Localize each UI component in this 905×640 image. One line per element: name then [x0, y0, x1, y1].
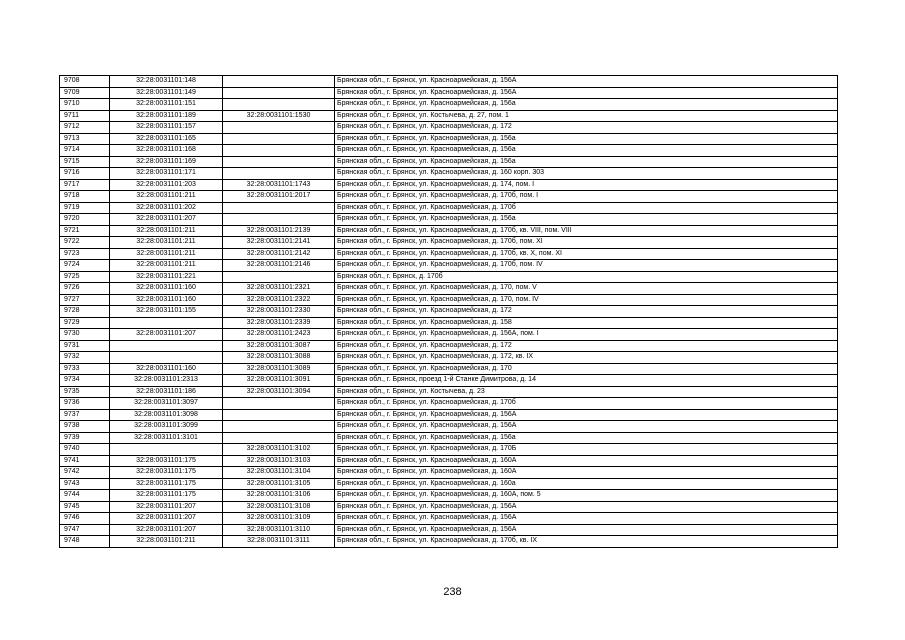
table-row — [60, 317, 838, 329]
object-cadastral-number-cell — [223, 122, 335, 134]
land-cadastral-number-cell: 32:28:0031101:207 — [110, 214, 223, 226]
address-cell: Брянская обл., г. Брянск, ул. Красноармейская, д. 170б — [335, 202, 838, 214]
address-cell: Брянская обл., г. Брянск, ул. Красноармейская, д. 158 — [335, 317, 838, 329]
object-cadastral-number-cell — [223, 168, 335, 180]
row-number-cell: 9716 — [60, 168, 110, 180]
row-number-cell: 9721 — [60, 225, 110, 237]
address-cell: Брянская обл., г. Брянск, ул. Красноармейская, д. 170 — [335, 363, 838, 375]
table-row — [60, 225, 838, 237]
land-cadastral-number-cell: 32:28:0031101:211 — [110, 536, 223, 548]
cadastral-table — [59, 75, 838, 548]
table-row — [60, 214, 838, 226]
row-number-cell: 9730 — [60, 329, 110, 341]
row-number-cell: 9710 — [60, 99, 110, 111]
land-cadastral-number-cell: 32:28:0031101:168 — [110, 145, 223, 157]
land-cadastral-number-cell: 32:28:0031101:3099 — [110, 421, 223, 433]
table-row — [60, 455, 838, 467]
address-cell: Брянская обл., г. Брянск, ул. Красноармейская, д. 156А, пом. I — [335, 329, 838, 341]
address-cell: Брянская обл., г. Брянск, ул. Красноармейская, д. 170б — [335, 398, 838, 410]
row-number-cell: 9720 — [60, 214, 110, 226]
address-cell: Брянская обл., г. Брянск, ул. Красноармейская, д. 172 — [335, 306, 838, 318]
object-cadastral-number-cell: 32:28:0031101:3087 — [223, 340, 335, 352]
object-cadastral-number-cell — [223, 398, 335, 410]
object-cadastral-number-cell: 32:28:0031101:3088 — [223, 352, 335, 364]
object-cadastral-number-cell: 32:28:0031101:1743 — [223, 179, 335, 191]
land-cadastral-number-cell: 32:28:0031101:160 — [110, 294, 223, 306]
address-cell: Брянская обл., г. Брянск, ул. Красноармейская, д. 172 — [335, 122, 838, 134]
land-cadastral-number-cell: 32:28:0031101:221 — [110, 271, 223, 283]
row-number-cell: 9735 — [60, 386, 110, 398]
address-cell: Брянская обл., г. Брянск, ул. Красноармейская, д. 160 корп. 303 — [335, 168, 838, 180]
address-cell: Брянская обл., г. Брянск, ул. Красноармейская, д. 156А — [335, 513, 838, 525]
row-number-cell: 9744 — [60, 490, 110, 502]
table-row — [60, 409, 838, 421]
address-cell: Брянская обл., г. Брянск, ул. Костычева, д. 23 — [335, 386, 838, 398]
row-number-cell: 9742 — [60, 467, 110, 479]
table-row — [60, 248, 838, 260]
address-cell: Брянская обл., г. Брянск, ул. Красноармейская, д. 170Б — [335, 444, 838, 456]
land-cadastral-number-cell — [110, 317, 223, 329]
address-cell: Брянская обл., г. Брянск, д. 170б — [335, 271, 838, 283]
table-row — [60, 122, 838, 134]
object-cadastral-number-cell: 32:28:0031101:2322 — [223, 294, 335, 306]
table-row — [60, 432, 838, 444]
address-cell: Брянская обл., г. Брянск, ул. Красноармейская, д. 170, пом. V — [335, 283, 838, 295]
object-cadastral-number-cell: 32:28:0031101:2017 — [223, 191, 335, 203]
table-row — [60, 375, 838, 387]
address-cell: Брянская обл., г. Брянск, ул. Красноармейская, д. 156А — [335, 409, 838, 421]
table-row — [60, 536, 838, 548]
row-number-cell: 9709 — [60, 87, 110, 99]
address-cell: Брянская обл., г. Брянск, ул. Красноармейская, д. 156А — [335, 501, 838, 513]
table-row — [60, 145, 838, 157]
row-number-cell: 9747 — [60, 524, 110, 536]
land-cadastral-number-cell: 32:28:0031101:207 — [110, 501, 223, 513]
object-cadastral-number-cell — [223, 156, 335, 168]
row-number-cell: 9722 — [60, 237, 110, 249]
row-number-cell: 9713 — [60, 133, 110, 145]
table-row — [60, 283, 838, 295]
object-cadastral-number-cell: 32:28:0031101:3108 — [223, 501, 335, 513]
land-cadastral-number-cell: 32:28:0031101:149 — [110, 87, 223, 99]
address-cell: Брянская обл., г. Брянск, ул. Красноармейская, д. 156А — [335, 87, 838, 99]
object-cadastral-number-cell — [223, 76, 335, 88]
row-number-cell: 9712 — [60, 122, 110, 134]
table-row — [60, 352, 838, 364]
land-cadastral-number-cell: 32:28:0031101:189 — [110, 110, 223, 122]
table-row — [60, 444, 838, 456]
object-cadastral-number-cell: 32:28:0031101:3105 — [223, 478, 335, 490]
address-cell: Брянская обл., г. Брянск, проезд 1-й Станке Димитрова, д. 14 — [335, 375, 838, 387]
object-cadastral-number-cell — [223, 133, 335, 145]
object-cadastral-number-cell — [223, 432, 335, 444]
table-row — [60, 260, 838, 272]
object-cadastral-number-cell: 32:28:0031101:2141 — [223, 237, 335, 249]
address-cell: Брянская обл., г. Брянск, ул. Красноармейская, д. 156а — [335, 99, 838, 111]
object-cadastral-number-cell: 32:28:0031101:3111 — [223, 536, 335, 548]
address-cell: Брянская обл., г. Брянск, ул. Красноармейская, д. 156а — [335, 145, 838, 157]
table-row — [60, 202, 838, 214]
row-number-cell: 9729 — [60, 317, 110, 329]
row-number-cell: 9719 — [60, 202, 110, 214]
row-number-cell: 9739 — [60, 432, 110, 444]
land-cadastral-number-cell: 32:28:0031101:3101 — [110, 432, 223, 444]
address-cell: Брянская обл., г. Брянск, ул. Красноармейская, д. 170б, пом. IV — [335, 260, 838, 272]
object-cadastral-number-cell: 32:28:0031101:3104 — [223, 467, 335, 479]
land-cadastral-number-cell: 32:28:0031101:175 — [110, 467, 223, 479]
table-row — [60, 421, 838, 433]
land-cadastral-number-cell — [110, 444, 223, 456]
object-cadastral-number-cell: 32:28:0031101:3102 — [223, 444, 335, 456]
object-cadastral-number-cell — [223, 409, 335, 421]
land-cadastral-number-cell: 32:28:0031101:203 — [110, 179, 223, 191]
land-cadastral-number-cell: 32:28:0031101:160 — [110, 363, 223, 375]
land-cadastral-number-cell: 32:28:0031101:155 — [110, 306, 223, 318]
table-row — [60, 363, 838, 375]
table-row — [60, 386, 838, 398]
land-cadastral-number-cell: 32:28:0031101:169 — [110, 156, 223, 168]
object-cadastral-number-cell: 32:28:0031101:2142 — [223, 248, 335, 260]
address-cell: Брянская обл., г. Брянск, ул. Красноармейская, д. 172 — [335, 340, 838, 352]
land-cadastral-number-cell — [110, 352, 223, 364]
land-cadastral-number-cell: 32:28:0031101:151 — [110, 99, 223, 111]
row-number-cell: 9725 — [60, 271, 110, 283]
object-cadastral-number-cell: 32:28:0031101:3094 — [223, 386, 335, 398]
land-cadastral-number-cell: 32:28:0031101:175 — [110, 455, 223, 467]
address-cell: Брянская обл., г. Брянск, ул. Красноармейская, д. 170б, кв. VIII, пом. VIII — [335, 225, 838, 237]
table-row — [60, 87, 838, 99]
land-cadastral-number-cell: 32:28:0031101:202 — [110, 202, 223, 214]
table-row — [60, 329, 838, 341]
object-cadastral-number-cell: 32:28:0031101:2339 — [223, 317, 335, 329]
object-cadastral-number-cell: 32:28:0031101:3089 — [223, 363, 335, 375]
table-row — [60, 191, 838, 203]
row-number-cell: 9728 — [60, 306, 110, 318]
row-number-cell: 9741 — [60, 455, 110, 467]
object-cadastral-number-cell: 32:28:0031101:3091 — [223, 375, 335, 387]
object-cadastral-number-cell: 32:28:0031101:2423 — [223, 329, 335, 341]
address-cell: Брянская обл., г. Брянск, ул. Красноармейская, д. 170б, пом. I — [335, 191, 838, 203]
table-row — [60, 398, 838, 410]
row-number-cell: 9711 — [60, 110, 110, 122]
object-cadastral-number-cell: 32:28:0031101:2330 — [223, 306, 335, 318]
table-row — [60, 467, 838, 479]
row-number-cell: 9726 — [60, 283, 110, 295]
object-cadastral-number-cell: 32:28:0031101:1530 — [223, 110, 335, 122]
land-cadastral-number-cell: 32:28:0031101:175 — [110, 490, 223, 502]
address-cell: Брянская обл., г. Брянск, ул. Красноармейская, д. 156А — [335, 76, 838, 88]
row-number-cell: 9736 — [60, 398, 110, 410]
object-cadastral-number-cell: 32:28:0031101:2321 — [223, 283, 335, 295]
row-number-cell: 9715 — [60, 156, 110, 168]
address-cell: Брянская обл., г. Брянск, ул. Красноармейская, д. 160а — [335, 478, 838, 490]
row-number-cell: 9745 — [60, 501, 110, 513]
row-number-cell: 9727 — [60, 294, 110, 306]
object-cadastral-number-cell — [223, 421, 335, 433]
land-cadastral-number-cell: 32:28:0031101:160 — [110, 283, 223, 295]
table-row — [60, 306, 838, 318]
land-cadastral-number-cell — [110, 340, 223, 352]
land-cadastral-number-cell: 32:28:0031101:3098 — [110, 409, 223, 421]
land-cadastral-number-cell: 32:28:0031101:211 — [110, 237, 223, 249]
object-cadastral-number-cell: 32:28:0031101:3103 — [223, 455, 335, 467]
land-cadastral-number-cell: 32:28:0031101:211 — [110, 248, 223, 260]
address-cell: Брянская обл., г. Брянск, ул. Красноармейская, д. 170б, кв. IX — [335, 536, 838, 548]
land-cadastral-number-cell: 32:28:0031101:211 — [110, 191, 223, 203]
table-row — [60, 179, 838, 191]
row-number-cell: 9748 — [60, 536, 110, 548]
object-cadastral-number-cell: 32:28:0031101:3109 — [223, 513, 335, 525]
land-cadastral-number-cell: 32:28:0031101:211 — [110, 225, 223, 237]
address-cell: Брянская обл., г. Брянск, ул. Красноармейская, д. 156а — [335, 432, 838, 444]
row-number-cell: 9708 — [60, 76, 110, 88]
table-row — [60, 501, 838, 513]
object-cadastral-number-cell: 32:28:0031101:2139 — [223, 225, 335, 237]
row-number-cell: 9746 — [60, 513, 110, 525]
table-row — [60, 237, 838, 249]
page-number: 238 — [443, 586, 462, 598]
row-number-cell: 9717 — [60, 179, 110, 191]
object-cadastral-number-cell — [223, 214, 335, 226]
land-cadastral-number-cell: 32:28:0031101:175 — [110, 478, 223, 490]
table-row — [60, 478, 838, 490]
land-cadastral-number-cell: 32:28:0031101:148 — [110, 76, 223, 88]
land-cadastral-number-cell: 32:28:0031101:2313 — [110, 375, 223, 387]
address-cell: Брянская обл., г. Брянск, ул. Красноармейская, д. 172, кв. IX — [335, 352, 838, 364]
land-cadastral-number-cell: 32:28:0031101:211 — [110, 260, 223, 272]
table-body — [60, 76, 838, 548]
object-cadastral-number-cell — [223, 145, 335, 157]
row-number-cell: 9723 — [60, 248, 110, 260]
table-row — [60, 76, 838, 88]
table-row — [60, 133, 838, 145]
object-cadastral-number-cell: 32:28:0031101:2146 — [223, 260, 335, 272]
row-number-cell: 9737 — [60, 409, 110, 421]
address-cell: Брянская обл., г. Брянск, ул. Красноармейская, д. 160А — [335, 455, 838, 467]
land-cadastral-number-cell: 32:28:0031101:207 — [110, 513, 223, 525]
address-cell: Брянская обл., г. Брянск, ул. Красноармейская, д. 156А — [335, 524, 838, 536]
table-row — [60, 513, 838, 525]
address-cell: Брянская обл., г. Брянск, ул. Красноармейская, д. 156а — [335, 133, 838, 145]
object-cadastral-number-cell — [223, 271, 335, 283]
table-row — [60, 168, 838, 180]
row-number-cell: 9732 — [60, 352, 110, 364]
object-cadastral-number-cell — [223, 87, 335, 99]
address-cell: Брянская обл., г. Брянск, ул. Костычева, д. 27, пом. 1 — [335, 110, 838, 122]
table-row — [60, 110, 838, 122]
table-row — [60, 294, 838, 306]
land-cadastral-number-cell: 32:28:0031101:165 — [110, 133, 223, 145]
row-number-cell: 9734 — [60, 375, 110, 387]
table-row — [60, 156, 838, 168]
row-number-cell: 9740 — [60, 444, 110, 456]
object-cadastral-number-cell: 32:28:0031101:3110 — [223, 524, 335, 536]
address-cell: Брянская обл., г. Брянск, ул. Красноармейская, д. 156а — [335, 214, 838, 226]
table-row — [60, 271, 838, 283]
address-cell: Брянская обл., г. Брянск, ул. Красноармейская, д. 170б, пом. XI — [335, 237, 838, 249]
land-cadastral-number-cell: 32:28:0031101:3097 — [110, 398, 223, 410]
table-row — [60, 490, 838, 502]
row-number-cell: 9733 — [60, 363, 110, 375]
row-number-cell: 9718 — [60, 191, 110, 203]
row-number-cell: 9731 — [60, 340, 110, 352]
address-cell: Брянская обл., г. Брянск, ул. Красноармейская, д. 160А — [335, 467, 838, 479]
table-row — [60, 99, 838, 111]
address-cell: Брянская обл., г. Брянск, ул. Красноармейская, д. 160А, пом. 5 — [335, 490, 838, 502]
land-cadastral-number-cell: 32:28:0031101:157 — [110, 122, 223, 134]
land-cadastral-number-cell: 32:28:0031101:207 — [110, 329, 223, 341]
address-cell: Брянская обл., г. Брянск, ул. Красноармейская, д. 156а — [335, 156, 838, 168]
row-number-cell: 9714 — [60, 145, 110, 157]
address-cell: Брянская обл., г. Брянск, ул. Красноармейская, д. 170, пом. IV — [335, 294, 838, 306]
object-cadastral-number-cell — [223, 99, 335, 111]
row-number-cell: 9724 — [60, 260, 110, 272]
row-number-cell: 9743 — [60, 478, 110, 490]
object-cadastral-number-cell — [223, 202, 335, 214]
table-row — [60, 524, 838, 536]
address-cell: Брянская обл., г. Брянск, ул. Красноармейская, д. 170б, кв. X, пом. XI — [335, 248, 838, 260]
object-cadastral-number-cell: 32:28:0031101:3106 — [223, 490, 335, 502]
row-number-cell: 9738 — [60, 421, 110, 433]
land-cadastral-number-cell: 32:28:0031101:171 — [110, 168, 223, 180]
table-row — [60, 340, 838, 352]
land-cadastral-number-cell: 32:28:0031101:186 — [110, 386, 223, 398]
address-cell: Брянская обл., г. Брянск, ул. Красноармейская, д. 156А — [335, 421, 838, 433]
land-cadastral-number-cell: 32:28:0031101:207 — [110, 524, 223, 536]
address-cell: Брянская обл., г. Брянск, ул. Красноармейская, д. 174, пом. I — [335, 179, 838, 191]
